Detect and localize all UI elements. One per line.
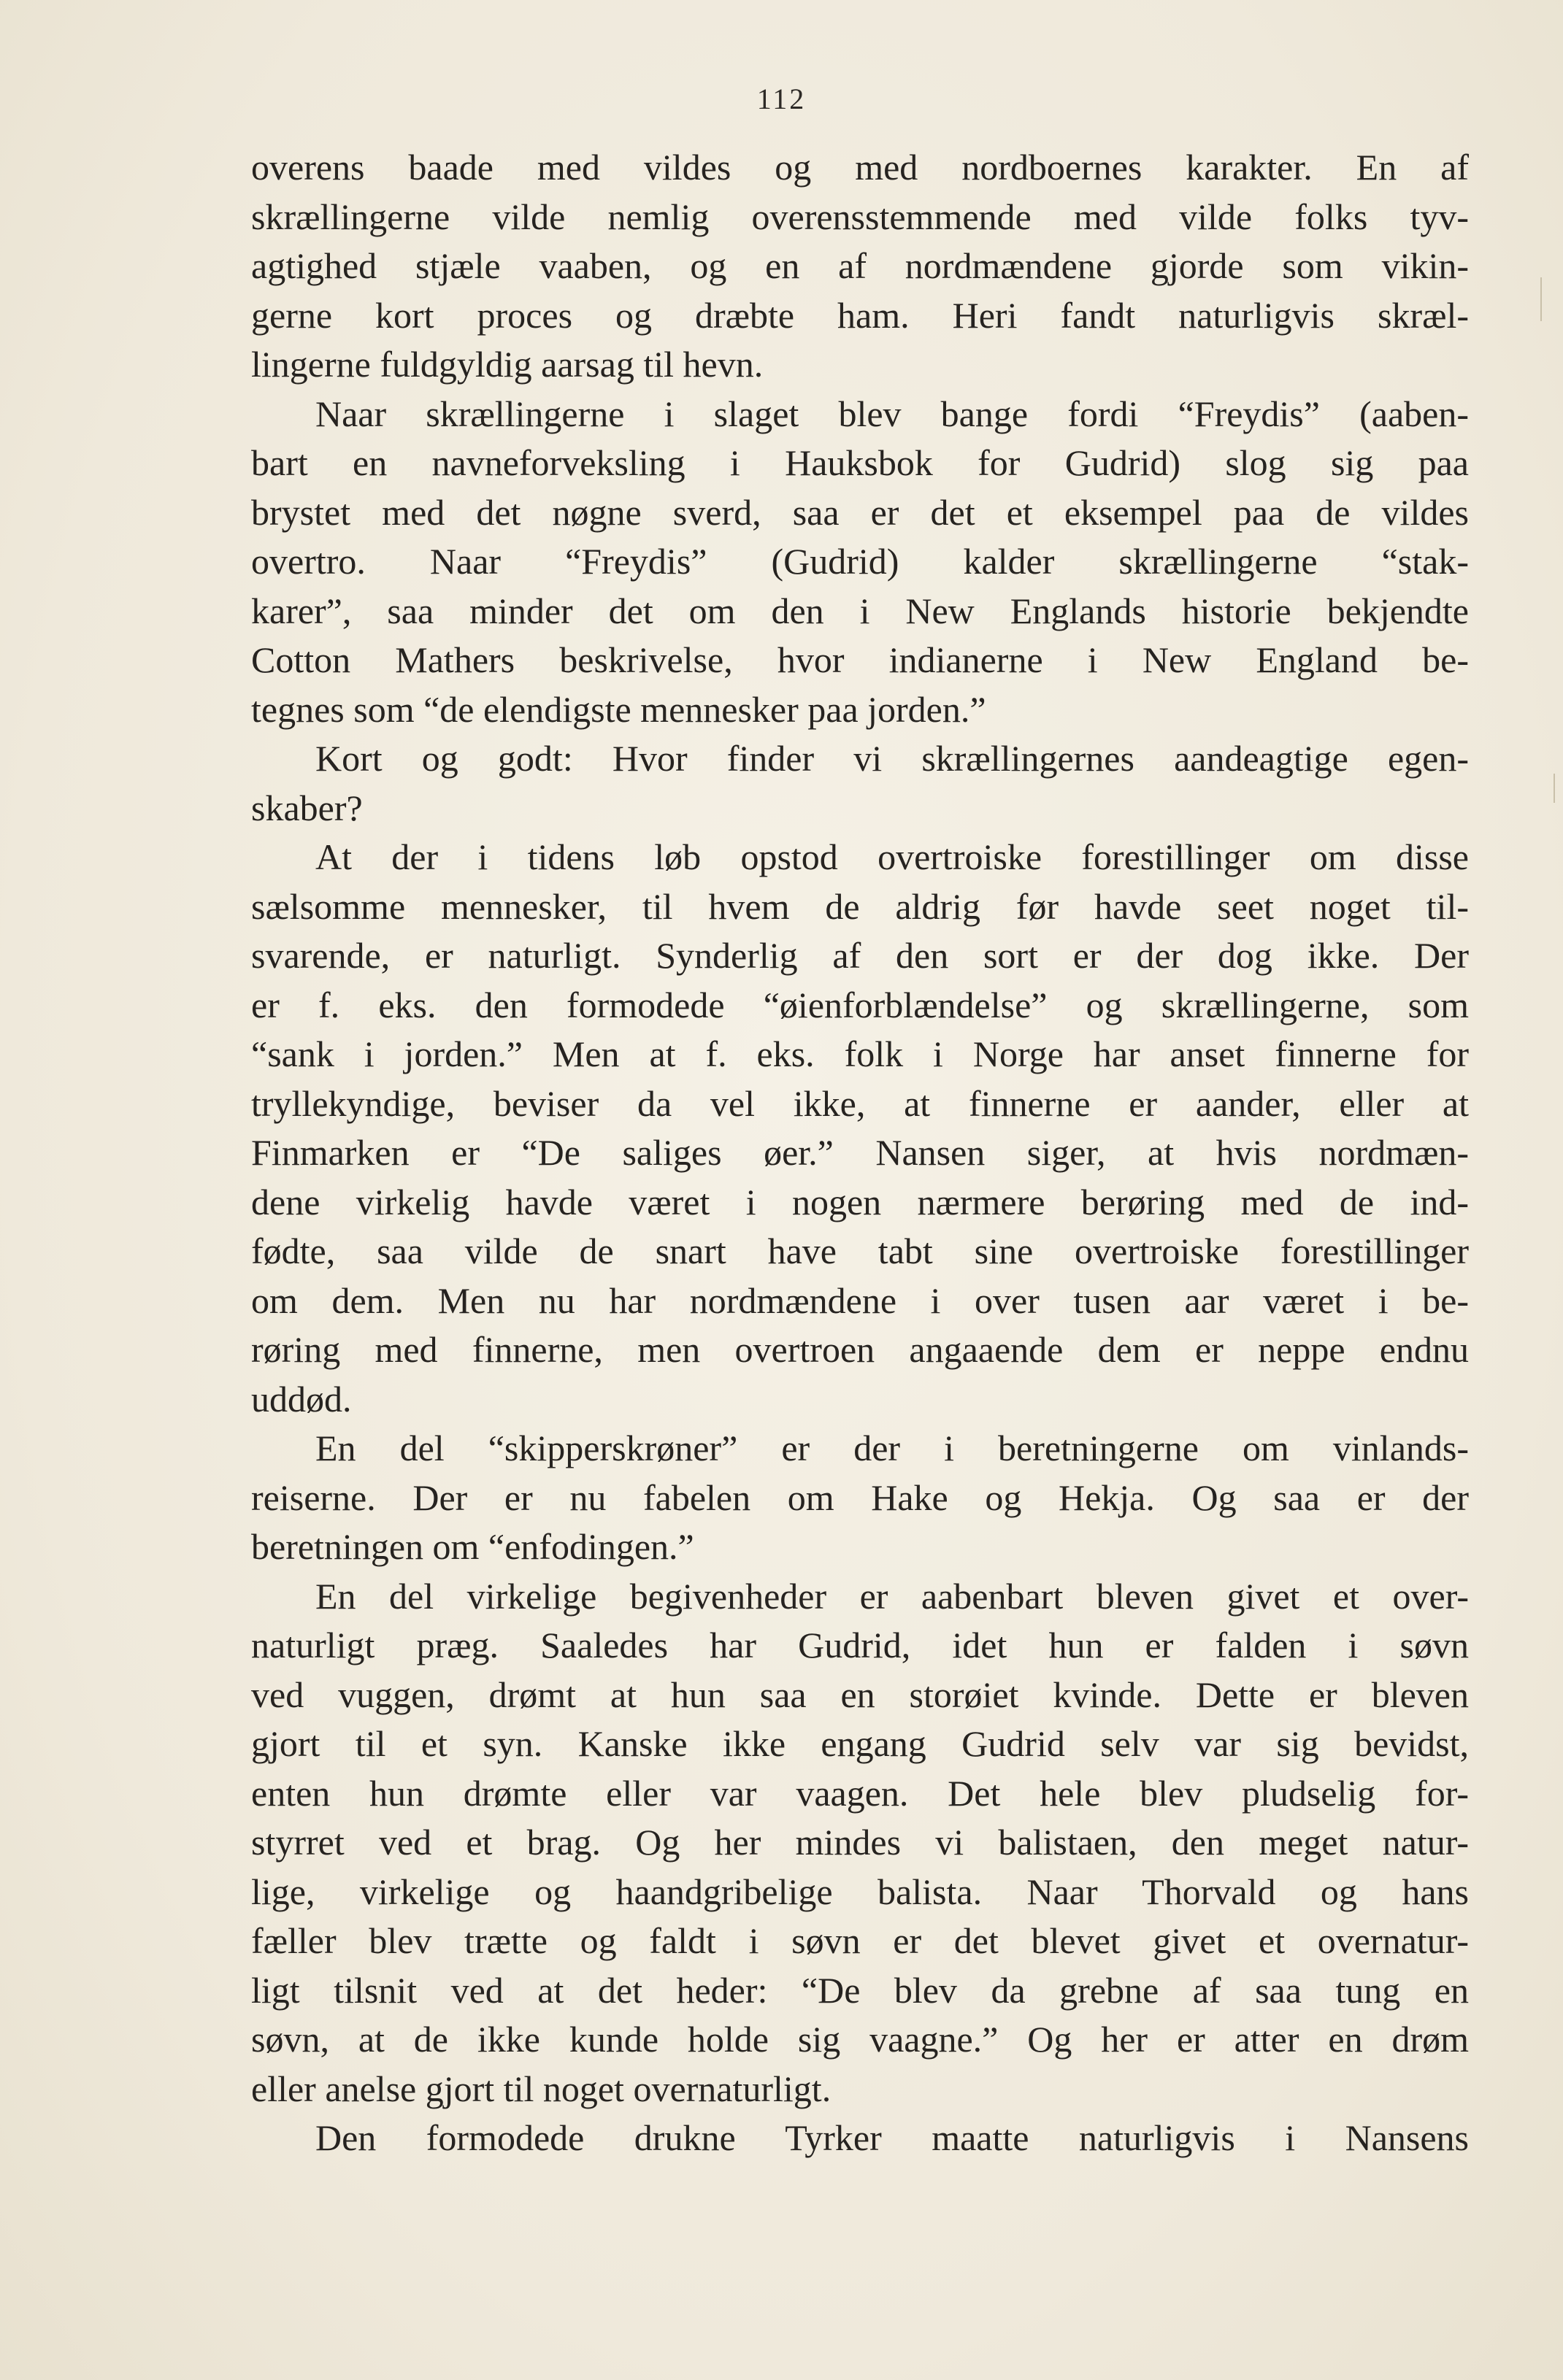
text-line: fødte, saa vilde de snart have tabt sine overtroiske forestillinger: [251, 1231, 1469, 1271]
text-line: søvn, at de ikke kunde holde sig vaagne.” Og her er atter en drøm: [251, 2019, 1469, 2060]
text-line: overtro. Naar “Freydis” (Gudrid) kalder skrællingerne “stak-: [251, 541, 1469, 582]
text-line: Cotton Mathers beskrivelse, hvor indianerne i New England be-: [251, 639, 1469, 680]
text-line: styrret ved et brag. Og her mindes vi balistaen, den meget natur-: [251, 1822, 1469, 1863]
text-line: eller anelse gjort til noget overnaturligt.: [251, 2068, 832, 2109]
text-line: skrællingerne vilde nemlig overensstemmende med vilde folks tyv-: [251, 196, 1469, 237]
text-line: ligt tilsnit ved at det heder: “De blev da grebne af saa tung en: [251, 1969, 1469, 2011]
text-line: Finmarken er “De saliges øer.” Nansen siger, at hvis nordmæn-: [251, 1132, 1469, 1173]
text-line: tryllekyndige, beviser da vel ikke, at finnerne er aander, eller at: [251, 1082, 1469, 1124]
text-line: ved vuggen, drømt at hun saa en storøiet kvinde. Dette er bleven: [251, 1674, 1469, 1715]
text-line: “sank i jorden.” Men at f. eks. folk i Norge har anset finnerne for: [251, 1033, 1469, 1074]
text-line: svarende, er naturligt. Synderlig af den sort er der dog ikke. Der: [251, 935, 1469, 976]
text-line: bart en navneforveksling i Hauksbok for Gudrid) slog sig paa: [251, 442, 1469, 483]
text-line: Den formodede drukne Tyrker maatte naturligvis i Nansens: [315, 2117, 1469, 2158]
text-line: agtighed stjæle vaaben, og en af nordmændene gjorde som vikin-: [251, 245, 1469, 286]
text-line: En del virkelige begivenheder er aabenbart bleven givet et over-: [315, 1575, 1469, 1617]
text-line: røring med finnerne, men overtroen angaaende dem er neppe endnu: [251, 1329, 1469, 1370]
text-line: reiserne. Der er nu fabelen om Hake og Hekja. Og saa er der: [251, 1476, 1469, 1518]
text-line: fæller blev trætte og faldt i søvn er det blevet givet et overnatur-: [251, 1920, 1469, 1961]
text-line: uddød.: [251, 1378, 352, 1420]
text-line: tegnes som “de elendigste mennesker paa jorden.”: [251, 688, 986, 730]
body-text: [251, 143, 1469, 2163]
text-line: En del “skipperskrøner” er der i beretningerne om vinlands-: [315, 1428, 1469, 1468]
text-line: beretningen om “enfodingen.”: [251, 1526, 694, 1567]
text-line: gerne kort proces og dræbte ham. Heri fandt naturligvis skræl-: [251, 294, 1469, 336]
text-line: overens baade med vildes og med nordboernes karakter. En af: [251, 147, 1469, 188]
text-line: skaber?: [251, 787, 363, 828]
text-line: karer”, saa minder det om den i New Englands historie bekjendte: [251, 590, 1469, 631]
text-line: brystet med det nøgne sverd, saa er det et eksempel paa de vildes: [251, 491, 1469, 533]
text-line: dene virkelig havde været i nogen nærmere berøring med de ind-: [251, 1181, 1469, 1222]
text-line: er f. eks. den formodede “øienforblændelse” og skrællingerne, som: [251, 984, 1469, 1025]
text-line: At der i tidens løb opstod overtroiske forestillinger om disse: [315, 836, 1469, 877]
text-line: Kort og godt: Hvor finder vi skrællingernes aandeagtige egen-: [315, 738, 1469, 779]
text-line: gjort til et syn. Kanske ikke engang Gudrid selv var sig bevidst,: [251, 1723, 1469, 1764]
page-edge-mark: [1540, 277, 1542, 321]
text-line: Naar skrællingerne i slaget blev bange fordi “Freydis” (aaben-: [315, 393, 1469, 434]
text-line: om dem. Men nu har nordmændene i over tusen aar været i be-: [251, 1279, 1469, 1321]
text-line: lingerne fuldgyldig aarsag til hevn.: [251, 344, 764, 385]
text-line: naturligt præg. Saaledes har Gudrid, idet hun er falden i søvn: [251, 1625, 1469, 1665]
text-line: lige, virkelige og haandgribelige balista. Naar Thorvald og hans: [251, 1871, 1469, 1912]
text-line: enten hun drømte eller var vaagen. Det hele blev pludselig for-: [251, 1772, 1469, 1814]
page-edge-mark: [1554, 774, 1555, 803]
text-line: sælsomme mennesker, til hvem de aldrig før havde seet noget til-: [251, 885, 1469, 927]
page-number: 112: [756, 82, 807, 115]
